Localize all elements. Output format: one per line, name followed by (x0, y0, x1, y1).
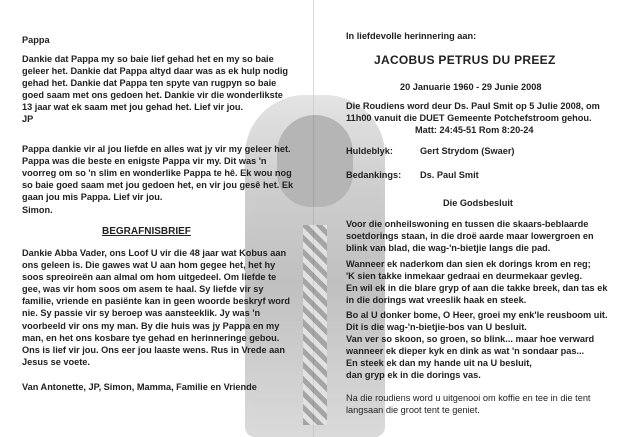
text-line: Dit is die wag-'n-bietjie-bos van U besluit. (346, 322, 527, 333)
text-line: En wil ek in die blare gryp of aan die takke breek, dan tas ek (346, 283, 608, 294)
text-line: Die Roudiens word deur Ds. Paul Smit op 5 Julie 2008, om (346, 101, 600, 111)
text-line: Bo al U donker bome, O Heer, groei my enk'le reusboom uit. (346, 310, 608, 320)
text-line: En steek ek dan my hande uit na U besluit, (346, 358, 532, 369)
text-line: Jesus se voete. (22, 356, 90, 367)
thanks-label: Bedankings: (346, 170, 402, 180)
text-line: Ons is lief vir jou. Ons eer jou laaste wens. Rus in Vrede aan (22, 344, 285, 355)
text-line: voorbeeld vir ons my man. By die huis was jy Pappa en my (22, 320, 280, 331)
intro-line: In liefdevolle herinnering aan: (346, 31, 477, 41)
text-line: ons geleen is. Die gawes wat U aan hom gegee het, het hy (22, 260, 276, 271)
text-line: Dankie Abba Vader, ons Loof U vir die 48 jaar wat Kobus aan (22, 248, 287, 258)
text-line: goed saam met ons gedoen het. Dankie vir die wonderlikste (22, 90, 283, 101)
text-line: in die dorings wat vreeslik haak en steek. (346, 295, 527, 306)
text-line: 13 jaar wat ek saam met jou gehad het. Lief vir jou. (22, 102, 244, 113)
text-line: Van ver so skoon, so groen, so blink... maar hoe verward (346, 334, 595, 345)
text-line: wanneer ek dieper kyk en dink as wat 'n sondaar pas... (346, 346, 585, 357)
poem-stanza-3 (346, 309, 608, 382)
text-line: gee, was vir hom soos om asem te haal. Sy liefde vir sy (22, 284, 264, 295)
message-paragraph-jp (22, 53, 288, 113)
text-line: Dankie dat Pappa my so baie lief gehad het en my so baie (22, 54, 274, 64)
text-line: gehad het. Dankie dat Pappa ten spyte van rugpyn so baie (22, 78, 277, 89)
life-dates: 20 Januarie 1960 - 29 Junie 2008 (400, 82, 542, 92)
text-line: familie, vriende en pasiënte kan in geen woorde beskryf word (22, 296, 291, 307)
text-line: gaan jou mis Pappa. Lief vir jou. (22, 192, 163, 203)
text-line: Pappa was die beste en enigste Pappa vir my. Dit was 'n (22, 156, 267, 167)
poem-heading: Die Godsbesluit (443, 198, 513, 208)
text-line: blink van blad, die wag-'n-bietjie langs die pad. (346, 243, 551, 254)
thanks-value: Ds. Paul Smit (420, 170, 479, 180)
signature-jp: JP (22, 114, 34, 124)
text-line: 'K sien takke inmekaar gedraai en deurmekaar gevleg. (346, 271, 583, 282)
text-line: soetdorings staan, in die droë aarde maar lowergroen en (346, 231, 594, 242)
text-line: dan gryp ek in die dorings vas. (346, 370, 481, 381)
message-paragraph-simon (22, 143, 293, 203)
poem-stanza-2 (346, 258, 607, 306)
text-line: soos spreoireën aan almal om hom uitgedeel. Om liefde te (22, 272, 277, 283)
tribute-label: Huldeblyk: (346, 146, 393, 156)
text-line: voorreg om so 'n slim en wonderlike Pappa te hê. Ek wou nog (22, 168, 292, 179)
text-line: Na die roudiens word u uitgenooi om koffie en tee in die tent (346, 393, 591, 403)
letter-paragraph (22, 247, 290, 368)
portrait-tie (303, 225, 327, 425)
text-line: Pappa dankie vir al jou liefde en alles wat jy vir my geleer het. (22, 144, 291, 154)
text-line: Wanneer ek naderkom dan sien ek dorings krom en reg; (346, 259, 591, 269)
poem-stanza-1 (346, 218, 594, 254)
service-details (346, 100, 600, 124)
closing-signature: Van Antonette, JP, Simon, Mamma, Familie en Vriende (22, 382, 257, 392)
text-line: 11h00 vanuit die DUET Gemeente Potchefstroom gehou. (346, 113, 592, 124)
section-heading-begrafnisbrief: BEGRAFNISBRIEF (102, 226, 191, 237)
text-line: langsaan die groot tent te geniet. (346, 405, 480, 416)
deceased-name: JACOBUS PETRUS DU PREEZ (374, 53, 556, 67)
tribute-value: Gert Strydom (Swaer) (420, 146, 515, 156)
greeting: Pappa (22, 35, 50, 45)
text-line: man, en het ons kosbare tye gehad en herinneringe gebou. (22, 332, 280, 343)
signature-simon: Simon. (22, 205, 53, 215)
text-line: so baie goed saam met jou gedoen het, en vir jou gesê het. Ek (22, 180, 294, 191)
text-line: Voor die onheilswoning en tussen die skaars-beblaarde (346, 219, 589, 229)
text-line: nie. Sy passie vir sy beroep was aansteeklik. Jy was 'n (22, 308, 261, 319)
text-line: geleer het. Dankie dat Pappa altyd daar was as ek hulp nodig (22, 66, 289, 77)
scripture-verses: Matt: 24:45-51 Rom 8:20-24 (415, 125, 534, 135)
footer-invitation (346, 392, 590, 416)
